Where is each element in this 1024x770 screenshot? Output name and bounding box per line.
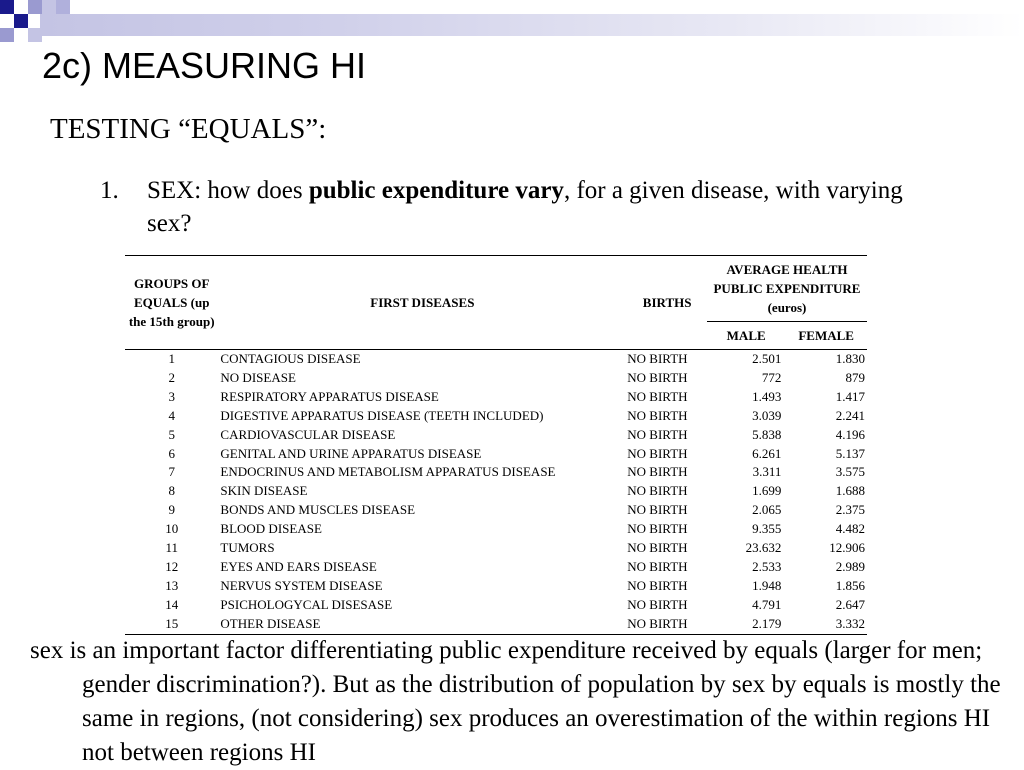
cell-female: 12.906	[829, 540, 865, 556]
cell-group: 4	[168, 407, 175, 423]
cell-group: 6	[168, 445, 175, 461]
cell-male: 4.791	[752, 596, 782, 612]
cell-group: 7	[168, 464, 175, 480]
cell-births: NO BIRTH	[627, 540, 688, 556]
cell-male: 23.632	[745, 540, 782, 556]
deco-square-light	[0, 28, 14, 42]
cell-group: 10	[165, 521, 179, 537]
header-male: MALE	[707, 322, 785, 350]
cell-group: 9	[168, 502, 175, 518]
cell-male: 5.838	[752, 426, 782, 442]
table-row	[125, 426, 867, 445]
table-row	[125, 482, 867, 501]
cell-births: NO BIRTH	[627, 502, 688, 518]
header-female: FEMALE	[785, 322, 867, 350]
cell-male: 2.065	[752, 502, 782, 518]
cell-group: 5	[168, 426, 175, 442]
cell-male: 2.533	[752, 558, 782, 574]
cell-disease: CONTAGIOUS DISEASE	[220, 351, 361, 366]
table-row	[125, 539, 867, 558]
item-text	[147, 174, 947, 240]
cell-female: 1.830	[835, 351, 865, 366]
table-row	[125, 615, 867, 634]
cell-births: NO BIRTH	[627, 615, 707, 634]
cell-disease: CARDIOVASCULAR DISEASE	[220, 426, 396, 442]
table-row	[125, 596, 867, 615]
cell-disease: BLOOD DISEASE	[220, 521, 322, 537]
cell-female: 1.688	[835, 483, 865, 499]
cell-disease: BONDS AND MUSCLES DISEASE	[220, 502, 416, 518]
cell-group: 3	[168, 388, 175, 404]
item-number: 1.	[100, 177, 119, 204]
table-row	[125, 407, 867, 426]
header-groups: GROUPS OF EQUALS (up the 15th group)	[125, 256, 218, 350]
cell-group: 15	[125, 615, 218, 634]
item-text-bold: public expenditure vary	[308, 177, 564, 204]
cell-group: 1	[168, 351, 175, 366]
deco-square-pale	[42, 0, 56, 14]
cell-female: 2.375	[835, 502, 865, 518]
cell-group: 8	[168, 483, 175, 499]
cell-disease: NO DISEASE	[220, 369, 296, 385]
table-row	[125, 520, 867, 539]
deco-square-light	[28, 0, 42, 14]
table-row	[125, 501, 867, 520]
expenditure-table	[125, 255, 867, 635]
cell-group: 14	[165, 596, 179, 612]
cell-male: 1.948	[752, 577, 782, 593]
cell-group: 11	[165, 540, 178, 556]
cell-female: 2.989	[835, 558, 865, 574]
cell-births: NO BIRTH	[627, 577, 688, 593]
cell-female: 4.482	[835, 521, 865, 537]
cell-female: 2.241	[835, 407, 865, 423]
cell-births: NO BIRTH	[627, 521, 688, 537]
cell-female: 1.856	[835, 577, 865, 593]
cell-births: NO BIRTH	[627, 445, 688, 461]
cell-disease: PSICHOLOGYCAL DISESASE	[220, 596, 393, 612]
cell-disease: ENDOCRINUS AND METABOLISM APPARATUS DISEASE	[220, 464, 556, 480]
cell-group: 13	[165, 577, 179, 593]
cell-disease: SKIN DISEASE	[220, 483, 308, 499]
table-row	[125, 369, 867, 388]
cell-disease: DIGESTIVE APPARATUS DISEASE (TEETH INCLUDED)	[220, 407, 544, 423]
cell-male: 1.493	[752, 388, 782, 404]
cell-male: 2.501	[752, 351, 782, 366]
cell-births: NO BIRTH	[627, 483, 688, 499]
cell-births: NO BIRTH	[627, 388, 688, 404]
cell-male: 3.039	[752, 407, 782, 423]
cell-births: NO BIRTH	[627, 407, 688, 423]
cell-disease: RESPIRATORY APPARATUS DISEASE	[220, 388, 439, 404]
deco-square-light	[56, 0, 70, 14]
header-decoration	[0, 0, 1024, 50]
cell-births: NO BIRTH	[627, 351, 688, 366]
cell-births: NO BIRTH	[627, 558, 688, 574]
cell-female: 2.647	[835, 596, 865, 612]
conclusion-text: sex is an important factor differentiating public expenditure received by equals (larger for men; gender discrimination?). But as the distribution of population by sex by equals is mostly the same in regions, (not considering) sex produces an overestimation of the within regions HI not between regions HI	[30, 637, 1001, 766]
cell-female: 4.196	[835, 426, 865, 442]
slide-title: 2c) MEASURING HI	[42, 45, 367, 86]
cell-disease: OTHER DISEASE	[218, 615, 627, 634]
table-row	[125, 577, 867, 596]
cell-births: NO BIRTH	[627, 464, 688, 480]
cell-births: NO BIRTH	[627, 426, 688, 442]
deco-square-dark	[14, 14, 28, 28]
slide-subtitle: TESTING “EQUALS”:	[50, 113, 327, 145]
cell-female: 5.137	[835, 445, 865, 461]
table-row	[125, 558, 867, 577]
table-row	[125, 350, 867, 369]
cell-group: 12	[165, 558, 179, 574]
table-row	[125, 388, 867, 407]
item-text-before: SEX: how does	[147, 177, 309, 204]
item-text-after: , for a given disease, with varying sex?	[147, 177, 903, 237]
cell-male: 2.179	[707, 615, 785, 634]
cell-male: 3.311	[752, 464, 782, 480]
title-gradient-bar	[40, 14, 1024, 36]
cell-male: 6.261	[752, 445, 782, 461]
cell-female: 3.332	[785, 615, 867, 634]
deco-square-dark	[0, 0, 14, 14]
cell-male: 9.355	[752, 521, 782, 537]
expenditure-table-wrap	[125, 255, 867, 635]
cell-male: 772	[761, 369, 782, 385]
header-first-diseases: FIRST DISEASES	[218, 256, 627, 350]
table-body	[125, 350, 867, 635]
header-avg-expenditure: AVERAGE HEALTH PUBLIC EXPENDITURE (euros)	[707, 256, 867, 322]
cell-group: 2	[168, 369, 175, 385]
table-row	[125, 445, 867, 464]
cell-female: 879	[845, 369, 865, 385]
table-row	[125, 463, 867, 482]
cell-disease: EYES AND EARS DISEASE	[220, 558, 377, 574]
cell-female: 3.575	[835, 464, 865, 480]
cell-disease: GENITAL AND URINE APPARATUS DISEASE	[220, 445, 482, 461]
cell-births: NO BIRTH	[627, 596, 688, 612]
header-births: BIRTHS	[627, 256, 707, 350]
cell-male: 1.699	[752, 483, 782, 499]
cell-female: 1.417	[835, 388, 865, 404]
cell-births: NO BIRTH	[627, 369, 688, 385]
cell-disease: NERVUS SYSTEM DISEASE	[220, 577, 383, 593]
cell-disease: TUMORS	[220, 540, 275, 556]
